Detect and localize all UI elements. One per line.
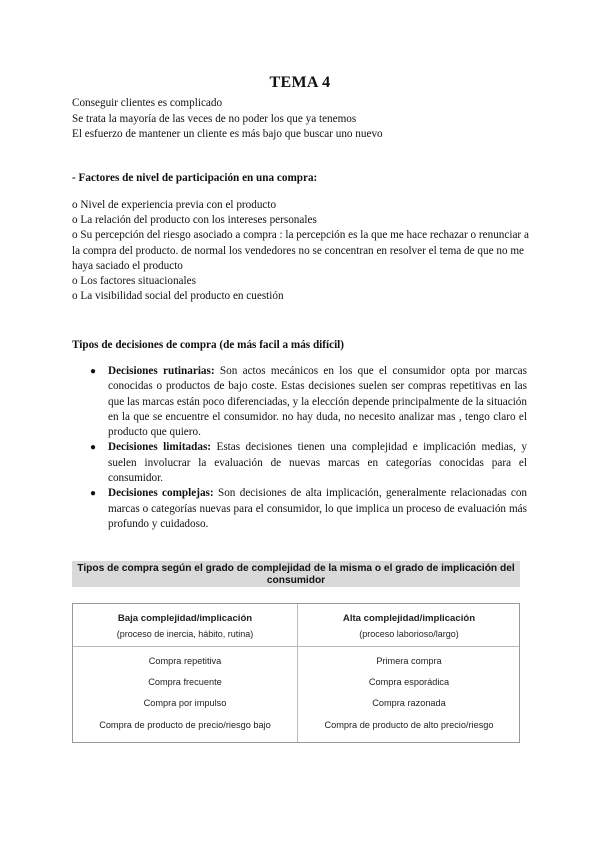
decision-types-heading: Tipos de decisiones de compra (de más facil a más difícil): [72, 339, 345, 351]
left-column-header: Baja complejidad/implicación: [117, 613, 253, 624]
list-item: [90, 486, 527, 532]
left-column-subheader: (proceso de inercia, hábito, rutina): [116, 629, 254, 639]
table-cell: Compra de producto de alto precio/riesgo: [324, 720, 494, 730]
decision-text: Estas decisiones tienen una complejidad e implicación medias, y suelen involucrar la evaluación de nuevas marcas en categorías conocidas para el consumidor.: [108, 441, 527, 485]
right-column-subheader: (proceso laborioso/largo): [359, 629, 459, 639]
table-caption: Tipos de compra según el grado de complejidad de la misma o el grado de implicación del consumidor: [72, 561, 520, 587]
bullet-icon: ●: [90, 366, 97, 377]
table-cell: Compra por impulso: [143, 698, 227, 708]
table-cell: Compra razonada: [372, 698, 446, 708]
page-title: TEMA 4: [269, 74, 331, 91]
table-cell: Compra esporádica: [368, 677, 450, 687]
intro-line: El esfuerzo de mantener un cliente es más bajo que buscar uno nuevo: [72, 128, 383, 140]
right-column-header: Alta complejidad/implicación: [342, 613, 476, 624]
header-divider: [73, 646, 519, 647]
factor-item: o La relación del producto con los intereses personales: [72, 214, 317, 227]
intro-line: Se trata la mayoría de las veces de no poder los que ya tenemos: [72, 112, 357, 125]
factor-item: o Su percepción del riesgo asociado a compra : la percepción es la que me hace rechazar o renunciar a la compra del producto. de normal los vendedores no se concentran en resolver el tema de que no me haya saciado el producto: [72, 229, 529, 272]
intro-line: Conseguir clientes es complicado: [72, 97, 223, 109]
bullet-icon: ●: [90, 488, 97, 500]
table-cell: Primera compra: [376, 656, 442, 666]
decision-text: Son decisiones de alta implicación, generalmente relacionadas con marcas o categorías nuevas para el consumidor, lo que implica un proceso de evaluación más profundo y cuidadoso.: [108, 487, 528, 530]
factor-item: o La visibilidad social del producto en cuestión: [72, 290, 284, 303]
decision-term: Decisiones rutinarias:: [108, 365, 215, 377]
factor-item: o Nivel de experiencia previa con el producto: [72, 199, 277, 211]
table-cell: Compra frecuente: [148, 677, 222, 687]
table-cell: Compra repetitiva: [148, 656, 222, 666]
list-item: [90, 364, 527, 440]
factors-heading: - Factores de nivel de participación en una compra:: [72, 172, 318, 184]
factor-item: o Los factores situacionales: [72, 275, 196, 288]
intro-paragraph: [72, 96, 383, 143]
list-item: [90, 440, 527, 486]
factors-list: [72, 198, 532, 304]
decision-term: Decisiones complejas:: [108, 487, 214, 500]
decision-term: Decisiones limitadas:: [108, 441, 212, 454]
table-cell: Compra de producto de precio/riesgo bajo: [99, 720, 271, 730]
purchase-types-table: [72, 603, 520, 743]
decision-types-list: [90, 364, 527, 532]
bullet-icon: ●: [90, 442, 97, 454]
decision-text: Son actos mecánicos en los que el consumidor opta por marcas conocidas o productos de bajo coste. Estas decisiones suelen ser compras repetitivas en las que las marcas están poco diferenciadas, y la elección depende principalmente de la situación en la que se encuentre el consumidor. no hay duda, no necesito analizar mas , tengo claro el producto que quiero.: [108, 365, 527, 439]
